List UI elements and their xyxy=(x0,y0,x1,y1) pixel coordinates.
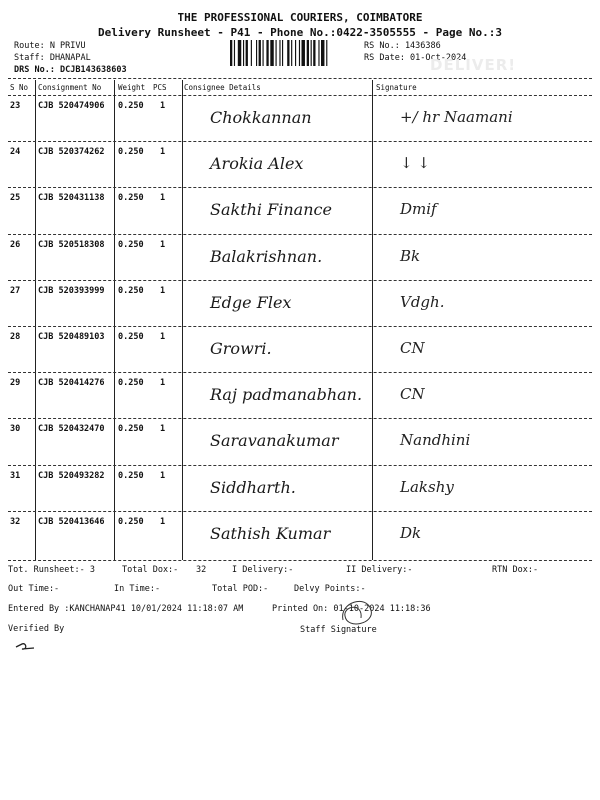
row-sno: 26 xyxy=(10,239,21,250)
row-signature-handwriting: Vdgh. xyxy=(400,292,445,311)
total-dox-label: Total Dox:- xyxy=(122,565,179,575)
row-consignment-no: CJB 520493282 xyxy=(38,470,105,481)
row-consignee-handwriting: Saravanakumar xyxy=(210,431,339,451)
row-weight: 0.250 xyxy=(118,470,144,481)
row-consignee-handwriting: Chokkannan xyxy=(210,108,312,127)
in-time-label: In Time:- xyxy=(114,584,161,594)
row-divider xyxy=(8,511,592,512)
row-sno: 32 xyxy=(10,516,21,527)
row-consignment-no: CJB 520489103 xyxy=(38,332,105,342)
row-consignment-no: CJB 520432470 xyxy=(38,424,105,435)
row-consignee-handwriting: Growri. xyxy=(210,339,272,358)
col-header-pcs: PCS xyxy=(153,83,167,92)
row-signature-handwriting: CN xyxy=(400,385,425,404)
row-pcs: 1 xyxy=(160,516,166,527)
row-pcs: 1 xyxy=(160,193,166,204)
row-sno: 23 xyxy=(10,101,21,111)
rs-date: RS Date: 01-Oct-2024 xyxy=(364,53,467,63)
verified-by-label: Verified By xyxy=(8,624,65,634)
row-consignment-no: CJB 520518308 xyxy=(38,239,105,250)
row-weight: 0.250 xyxy=(118,193,144,204)
row-consignment-no: CJB 520474906 xyxy=(38,101,105,111)
row-pcs: 1 xyxy=(160,424,166,435)
row-sno: 30 xyxy=(10,424,21,435)
signature-stamp-scribble xyxy=(337,592,377,632)
row-signature-handwriting: Lakshy xyxy=(400,477,454,496)
row-weight: 0.250 xyxy=(118,378,144,389)
row-signature-handwriting: Nandhini xyxy=(400,431,471,450)
row-pcs: 1 xyxy=(160,332,166,342)
row-divider xyxy=(8,187,592,188)
row-consignee-handwriting: Sakthi Finance xyxy=(210,200,332,220)
total-pod-label: Total POD:- xyxy=(212,584,269,594)
row-divider xyxy=(8,326,592,327)
verifier-signature-mark xyxy=(14,640,36,654)
table-header-rule xyxy=(8,95,592,96)
runsheet-subtitle: Delivery Runsheet - P41 - Phone No.:0422-3505555 - Page No.:3 xyxy=(98,26,502,39)
row-pcs: 1 xyxy=(160,147,166,158)
row-consignee-handwriting: Arokia Alex xyxy=(210,154,304,174)
row-divider xyxy=(8,372,592,373)
row-signature-handwriting: Dk xyxy=(400,523,422,542)
staff-label: Staff: DHANAPAL xyxy=(14,53,91,63)
col-divider xyxy=(114,80,115,560)
out-time-label: Out Time:- xyxy=(8,584,60,594)
row-pcs: 1 xyxy=(160,470,166,481)
col-divider xyxy=(372,80,373,560)
row-signature-handwriting: Bk xyxy=(400,246,421,265)
row-weight: 0.250 xyxy=(118,332,144,342)
row-divider xyxy=(8,141,592,142)
row-weight: 0.250 xyxy=(118,239,144,250)
row-signature-handwriting: CN xyxy=(400,339,425,357)
row-pcs: 1 xyxy=(160,378,166,389)
col-header-signature: Signature xyxy=(376,83,417,92)
col-divider xyxy=(182,80,183,560)
row-signature-handwriting: Dmif xyxy=(400,200,437,219)
row-divider xyxy=(8,280,592,281)
col-header-consignee: Consignee Details xyxy=(184,83,261,92)
row-consignee-handwriting: Siddharth. xyxy=(210,477,296,497)
row-weight: 0.250 xyxy=(118,424,144,435)
i-delivery-label: I Delivery:- xyxy=(232,565,294,575)
row-weight: 0.250 xyxy=(118,101,144,111)
row-weight: 0.250 xyxy=(118,147,144,158)
row-weight: 0.250 xyxy=(118,516,144,527)
staff-signature-label: Staff Signature xyxy=(300,625,377,635)
total-dox-value: 32 xyxy=(196,565,207,575)
row-consignment-no: CJB 520413646 xyxy=(38,516,105,527)
printed-on: Printed On: 01-10-2024 11:18:36 xyxy=(272,604,431,614)
rtn-dox-label: RTN Dox:- xyxy=(492,565,539,575)
barcode-image xyxy=(230,40,358,66)
entered-by: Entered By :KANCHANAP41 10/01/2024 11:18:07 AM xyxy=(8,604,244,614)
row-divider xyxy=(8,418,592,419)
row-signature-handwriting: +/ hr Naamani xyxy=(400,108,513,126)
route-label: Route: N PRIVU xyxy=(14,41,86,51)
row-sno: 28 xyxy=(10,332,21,342)
col-divider xyxy=(35,80,36,560)
row-pcs: 1 xyxy=(160,239,166,250)
table-top-rule xyxy=(8,78,592,79)
table-bottom-rule xyxy=(8,560,592,561)
row-signature-handwriting: ↓ ↓ xyxy=(400,154,430,173)
delvy-points-label: Delvy Points:- xyxy=(294,584,366,594)
row-sno: 24 xyxy=(10,147,21,158)
row-consignee-handwriting: Sathish Kumar xyxy=(210,523,331,543)
row-divider xyxy=(8,465,592,466)
row-pcs: 1 xyxy=(160,285,166,296)
row-consignment-no: CJB 520431138 xyxy=(38,193,105,204)
col-header-sno: S No xyxy=(10,83,29,92)
ii-delivery-label: II Delivery:- xyxy=(346,565,413,575)
row-weight: 0.250 xyxy=(118,285,144,296)
row-sno: 31 xyxy=(10,470,21,481)
rs-number: RS No.: 1436386 xyxy=(364,41,441,51)
row-divider xyxy=(8,234,592,235)
row-consignment-no: CJB 520393999 xyxy=(38,285,105,296)
row-sno: 29 xyxy=(10,378,21,389)
row-pcs: 1 xyxy=(160,101,166,111)
row-sno: 25 xyxy=(10,193,21,204)
row-consignee-handwriting: Raj padmanabhan. xyxy=(210,385,363,405)
drs-number: DRS No.: DCJB143638603 xyxy=(14,65,127,75)
col-header-weight: Weight xyxy=(118,83,146,92)
row-sno: 27 xyxy=(10,285,21,296)
col-header-consignment: Consignment No xyxy=(38,83,102,92)
company-title: THE PROFESSIONAL COURIERS, COIMBATORE xyxy=(177,11,423,24)
row-consignee-handwriting: Edge Flex xyxy=(210,292,292,312)
row-consignment-no: CJB 520374262 xyxy=(38,147,105,158)
row-consignment-no: CJB 520414276 xyxy=(38,378,105,389)
tot-runsheet: Tot. Runsheet:- 3 xyxy=(8,565,95,575)
row-consignee-handwriting: Balakrishnan. xyxy=(210,246,323,266)
watermark-text: DELIVER! xyxy=(430,56,517,74)
